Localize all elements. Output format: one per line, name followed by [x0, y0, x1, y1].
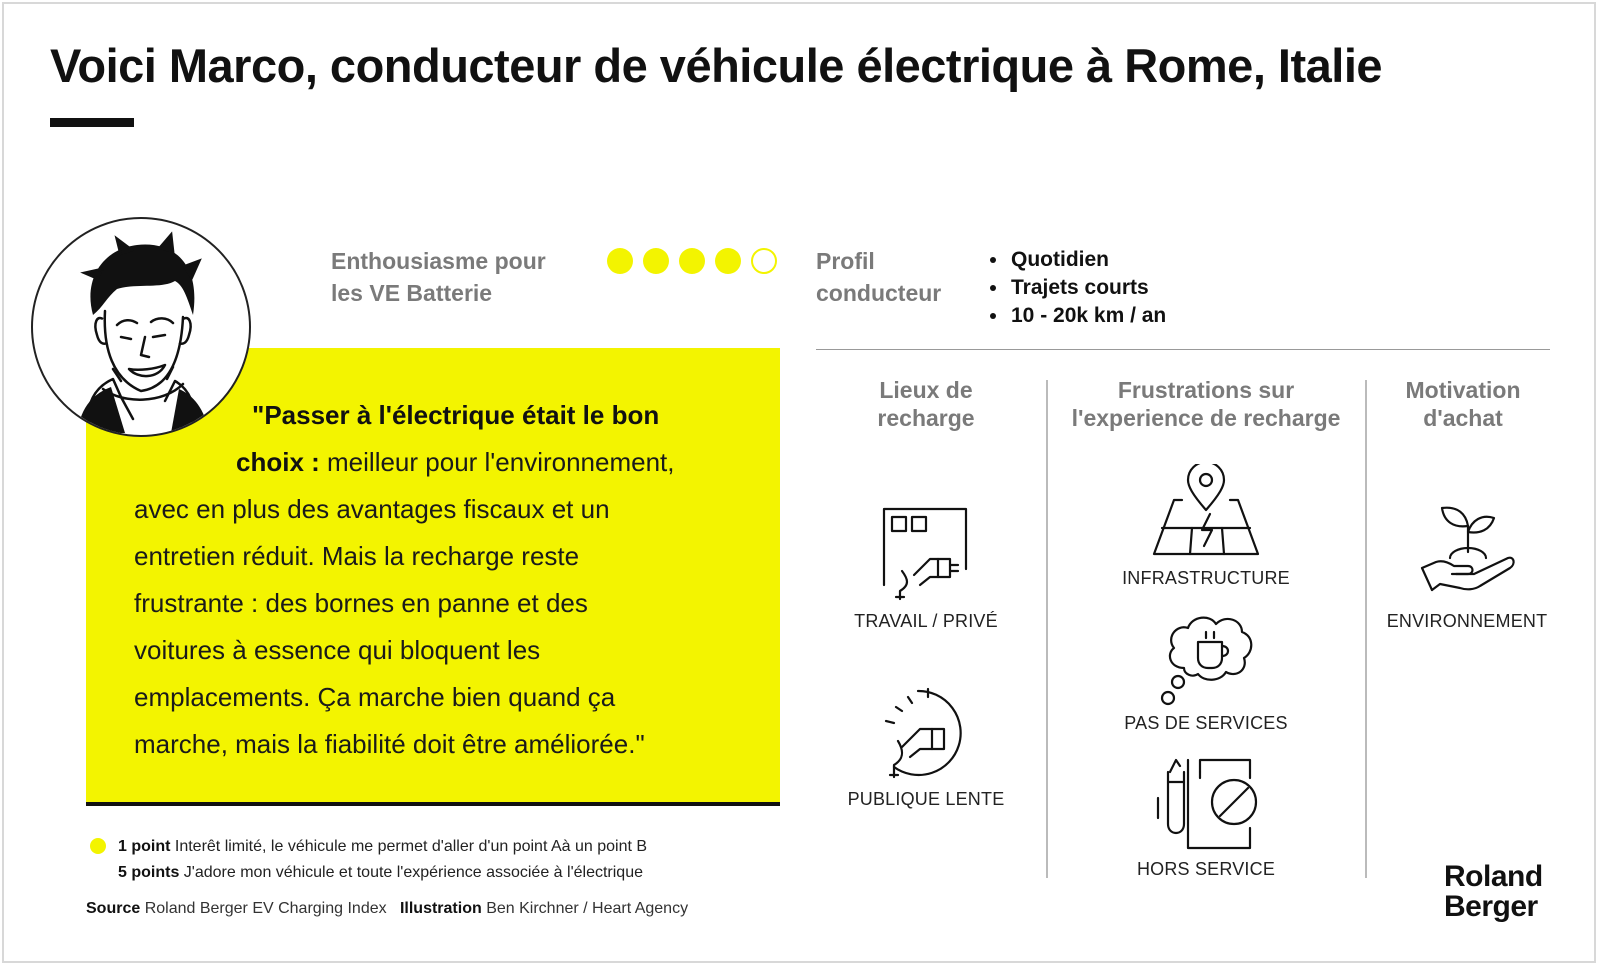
legend-dot — [90, 838, 106, 854]
legend-5-label: 5 points — [118, 864, 180, 881]
driver-portrait — [31, 217, 251, 437]
frustrations-heading-line1: Frustrations sur — [1117, 377, 1295, 403]
rating-dot-filled — [643, 248, 669, 274]
quote-line: emplacements. Ça marche bien quand ça — [134, 682, 616, 712]
logo-line2: Berger — [1444, 890, 1538, 923]
quote-line1: "Passer à l'électrique était le bon — [252, 400, 660, 430]
title-underline — [50, 118, 134, 127]
legend-row-5 — [90, 860, 647, 886]
column-divider — [1365, 380, 1367, 878]
charging-heading — [846, 376, 1006, 432]
page-title: Voici Marco, conducteur de véhicule électrique à Rome, Italie — [50, 39, 1383, 92]
source-text: Roland Berger EV Charging Index — [140, 900, 387, 917]
source-label: Source — [86, 900, 141, 917]
column-divider — [1046, 380, 1048, 878]
profile-label-line1: Profil — [816, 248, 875, 274]
rating-legend — [90, 834, 647, 886]
quote-line: voitures à essence qui bloquent les — [134, 635, 541, 665]
frustration-item-label: INFRASTRUCTURE — [1122, 568, 1290, 588]
legend-1-label: 1 point — [118, 838, 171, 855]
portrait-illustration — [33, 219, 249, 435]
legend-1-text: Interêt limité, le véhicule me permet d'aller d'un point Aà un point B — [170, 838, 648, 855]
profile-label-line2: conducteur — [816, 280, 942, 306]
quote-line2-bold: choix : — [236, 447, 320, 477]
slow-public-charger-icon — [878, 685, 972, 781]
rating-dot-empty — [751, 248, 777, 274]
profile-item: • Trajets courts — [1009, 274, 1166, 302]
motivation-item-label: ENVIRONNEMENT — [1386, 611, 1548, 631]
motivation-heading — [1378, 376, 1548, 432]
profile-label — [816, 245, 941, 309]
frustrations-heading — [1054, 376, 1358, 432]
rating-dot-filled — [607, 248, 633, 274]
quote-line: avec en plus des avantages fiscaux et un — [134, 494, 610, 524]
profile-item: • Quotidien — [1009, 246, 1166, 274]
legend-5-text: J'adore mon véhicule et toute l'expérience associée à l'électrique — [179, 864, 643, 881]
quote-line: entretien réduit. Mais la recharge reste — [134, 541, 580, 571]
enthusiasm-label — [331, 245, 546, 309]
quote-line: frustrante : des bornes en panne et des — [134, 588, 588, 618]
workplace-charger-icon — [880, 505, 972, 601]
quote-line2-rest: meilleur pour l'environnement, — [319, 447, 675, 477]
motivation-heading-line1: Motivation — [1405, 377, 1521, 403]
quote-text — [134, 392, 774, 768]
profile-item: • 10 - 20k km / an — [1009, 302, 1166, 330]
enthusiasm-label-line1: Enthousiasme pour — [331, 248, 546, 274]
source-credit — [86, 900, 688, 918]
rating-dot-filled — [715, 248, 741, 274]
logo-line1: Roland — [1444, 860, 1543, 893]
legend-row-1 — [90, 834, 647, 860]
illustration-text: Ben Kirchner / Heart Agency — [481, 900, 689, 917]
out-of-service-icon — [1154, 758, 1258, 850]
environment-hand-plant-icon — [1420, 504, 1516, 594]
rating-dot-filled — [679, 248, 705, 274]
charging-item-label: TRAVAIL / PRIVÉ — [854, 611, 998, 631]
charging-heading-line1: Lieux de — [879, 377, 973, 403]
motivation-heading-line2: d'achat — [1423, 405, 1503, 431]
infrastructure-map-icon — [1152, 464, 1260, 556]
enthusiasm-label-line2: les VE Batterie — [331, 280, 493, 306]
roland-berger-logo — [1444, 862, 1543, 922]
quote-line: marche, mais la fiabilité doit être améliorée." — [134, 729, 645, 759]
no-services-thought-icon — [1158, 612, 1256, 706]
profile-list — [985, 246, 1166, 330]
frustration-item-label: HORS SERVICE — [1136, 859, 1276, 879]
frustration-item-label: PAS DE SERVICES — [1124, 713, 1288, 733]
illustration-label: Illustration — [399, 900, 482, 917]
frustrations-heading-line2: l'experience de recharge — [1071, 405, 1341, 431]
enthusiasm-rating — [607, 248, 777, 274]
charging-heading-line2: recharge — [877, 405, 975, 431]
profile-divider — [816, 349, 1550, 350]
charging-item-label: PUBLIQUE LENTE — [847, 789, 1005, 809]
